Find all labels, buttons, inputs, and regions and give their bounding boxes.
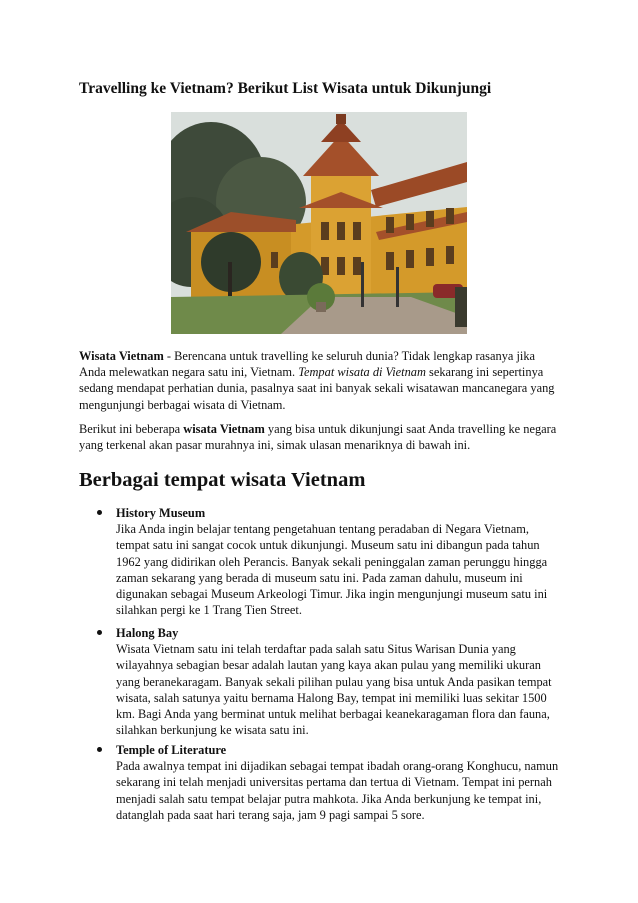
intro2-text-1: Berikut ini beberapa: [79, 422, 184, 436]
section-heading: Berbagai tempat wisata Vietnam: [79, 469, 366, 491]
intro2-text-2: yang bisa untuk dikunjungi saat Anda travelling ke negara yang terkenal akan pasar murahnya ini, simak ulasan menariknya di bawah ini.: [79, 422, 557, 453]
list-item-body: [116, 742, 564, 823]
bullet-icon: [97, 630, 102, 635]
list-item-title: Temple of Literature: [116, 743, 227, 757]
bullet-icon: [97, 747, 102, 752]
list-item-body: [116, 505, 564, 618]
museum-photo: [171, 112, 467, 334]
intro-text-2: sekarang ini sepertinya sedang mendapat perhatian dunia, pasalnya saat ini banyak sekali wisatawan mancanegara yang mengunjungi berbagai wisata di Vietnam.: [79, 365, 555, 412]
document-title: Travelling ke Vietnam? Berikut List Wisata untuk Dikunjungi: [79, 80, 492, 97]
intro-text-1: - Berencana untuk travelling ke seluruh dunia? Tidak lengkap rasanya jika Anda melewatkan negara satu ini, Vietnam.: [79, 349, 536, 380]
intro-italic-link[interactable]: Tempat wisata di Vietnam: [298, 365, 426, 380]
list-item-text: Wisata Vietnam satu ini telah terdaftar pada salah satu Situs Warisan Dunia yang wilayahnya sebagian besar adalah lautan yang kaya akan pulau yang memiliki ukuran yang beranekaragam. Banyak sekali pilihan pulau yang bisa untuk Anda pasikan tempat wisata, salah satunya yaitu bernama Halong Bay, tempat ini memiliki luas sekitar 1500 km. Bagi Anda yang berminat untuk melihat berbagai keanekaragaman flora dan fauna, silahkan berkunjung ke wisata satu ini.: [116, 642, 552, 738]
bullet-icon: [97, 510, 102, 515]
list-item-title: History Museum: [116, 506, 206, 520]
intro-paragraph: [79, 348, 564, 413]
intro2-bold: wisata Vietnam: [183, 422, 265, 436]
list-item-title: Halong Bay: [116, 626, 179, 640]
list-item-text: Pada awalnya tempat ini dijadikan sebagai tempat ibadah orang-orang Konghucu, namun sekarang ini telah menjadi universitas pertama dan tertua di Vietnam. Tempat ini pernah menjadi salah satu tempat belajar putra mahkota. Jika Anda berkunjung ke tempat ini, datanglah pada saat hari terang saja, jam 9 pagi sampai 5 sore.: [116, 759, 559, 822]
list-item-body: [116, 625, 564, 738]
intro-bold-lead: Wisata Vietnam: [79, 349, 164, 363]
intro-paragraph-2: [79, 421, 564, 453]
list-item-text: Jika Anda ingin belajar tentang pengetahuan tentang peradaban di Negara Vietnam, tempat satu ini sangat cocok untuk dikunjungi. Museum satu ini dibangun pada tahun 1962 yang didirikan oleh Perancis. Banyak sekali peninggalan zaman perunggu hingga zaman sekarang yang berada di museum satu ini. Pada zaman dahulu, museum ini digunakan sebagai Museum Arkeologi Timur. Jika ingin mengunjungi museum satu ini silahkan pergi ke 1 Trang Tien Street.: [116, 522, 548, 618]
